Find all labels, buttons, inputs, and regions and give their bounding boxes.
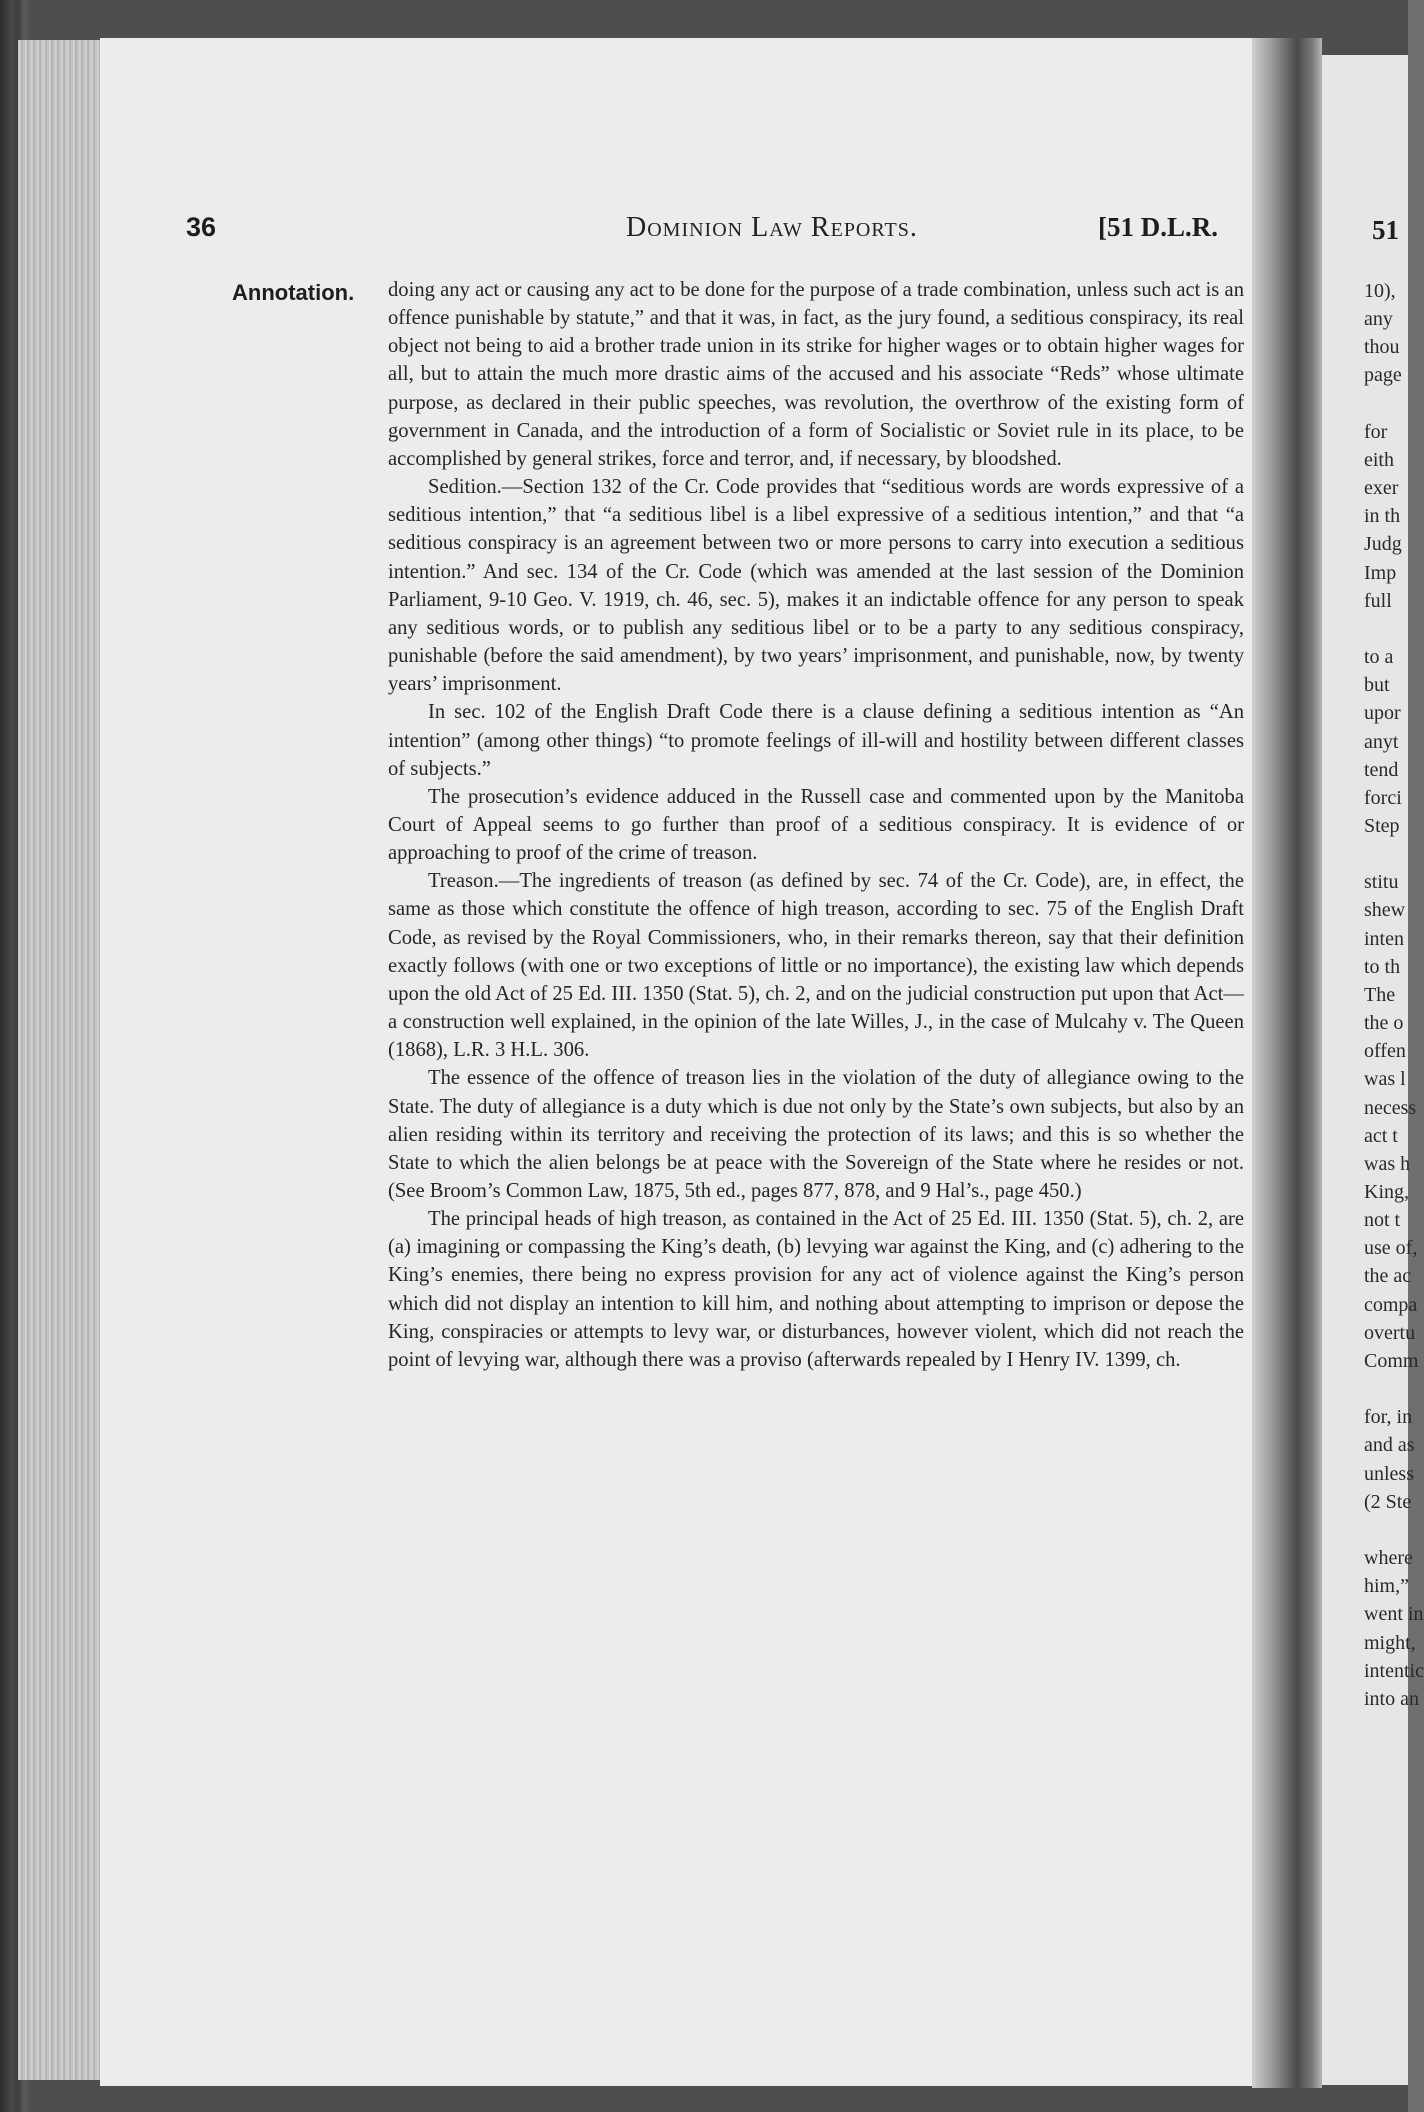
- body-text: [388, 276, 1244, 1374]
- book-gutter: [1252, 38, 1322, 2088]
- right-page-number: 51: [1372, 215, 1399, 245]
- paragraph: The prosecution’s evidence adduced in the Russell case and commented upon by the Manitoba Court of Appeal seems to go further than proof of a seditious conspiracy. It is evidence of or approaching to proof of the crime of treason.: [388, 785, 1244, 865]
- right-page-fragment: [1322, 55, 1424, 2085]
- paragraph: doing any act or causing any act to be done for the purpose of a trade combination, unless such act is an offence punishable by statute,” and that it was, in fact, as the jury found, a seditious conspiracy, its real object not being to aid a brother trade union in its strike for higher wages or to obtain higher wages for all, but to attain the much more drastic aims of the accused and his associate “Reds” whose ultimate purpose, as declared in their public speeches, was revolution, the overthrow of the existing form of government in Canada, and the introduction of a form of Socialistic or Soviet rule in its place, to be accomplished by general strikes, force and terror, and, if necessary, by bloodshed.: [388, 279, 1244, 470]
- page-number: 36: [186, 212, 217, 242]
- paragraph: The principal heads of high treason, as contained in the Act of 25 Ed. III. 1350 (Stat. 5), ch. 2, are (a) imagining or compassing the King’s death, (b) levying war against the King, and (c) adhering to the King’s enemies, there being no express provision for any act of violence against the King’s person which did not display an intention to kill him, and nothing about attempting to imprison or depose the King, conspiracies or attempts to levy war, or disturbances, however violent, which did not reach the point of levying war, although there was a proviso (afterwards repealed by I Henry IV. 1399, ch.: [388, 1208, 1244, 1371]
- margin-note: Annotation.: [232, 280, 355, 305]
- paragraph-treason: Treason.—The ingredients of treason (as defined by sec. 74 of the Cr. Code), are, in effect, the same as those which constitute the offence of high treason, according to sec. 75 of the English Draft Code, as revised by the Royal Commissioners, who, in their remarks thereon, say that their definition exactly follows (with one or two exceptions of little or no importance), the existing law which depends upon the old Act of 25 Ed. III. 1350 (Stat. 5), ch. 2, and on the judicial construction put upon that Act—a construction well explained, in the opinion of the late Willes, J., in the case of Mulcahy v. The Queen (1868), L.R. 3 H.L. 306.: [388, 870, 1244, 1062]
- paragraph: In sec. 102 of the English Draft Code there is a clause defining a seditious intention as “An intention” (among other things) “to promote feelings of ill-will and hostility between different classes of subjects.”: [388, 701, 1244, 780]
- running-title: Dominion Law Reports.: [626, 212, 918, 243]
- paragraph: The essence of the offence of treason lies in the violation of the duty of allegiance owing to the State. The duty of allegiance is a duty which is due not only by the State’s own subjects, but also by an alien residing within its territory and receiving the protection of its laws; and this is so whether the State to which the alien belongs be at peace with the Sovereign of the State where he resides or not. (See Broom’s Common Law, 1875, 5th ed., pages 877, 878, and 9 Hal’s., page 450.): [388, 1067, 1244, 1202]
- volume-reference: [51 D.L.R.: [1098, 212, 1218, 242]
- paragraph-sedition: Sedition.—Section 132 of the Cr. Code provides that “seditious words are words expressive of a seditious intention,” that “a seditious libel is a libel expressive of a seditious intention,” and that “a seditious conspiracy is an agreement between two or more persons to carry into execution a seditious intention.” And sec. 134 of the Cr. Code (which was amended at the last session of the Dominion Parliament, 9-10 Geo. V. 1919, ch. 46, sec. 5), makes it an indictable offence for any person to speak any seditious words, or to publish any seditious libel or to be a party to any seditious conspiracy, punishable (before the said amendment), by two years’ imprisonment, and punishable, now, by twenty years’ imprisonment.: [388, 476, 1244, 696]
- book-page-edges: [18, 40, 113, 2080]
- right-page-line-starts: 10), any thou page for eith exer in th Judg Imp full to a but upor anyt tend forci Step stitu shew inten to th The the o offen was l necess act t was h King, not t use of, the ac compa overtu Comm for, in and as unless (2 Ste where him,” went in might, intentic into an: [1364, 280, 1424, 1710]
- running-header: [0, 212, 1408, 252]
